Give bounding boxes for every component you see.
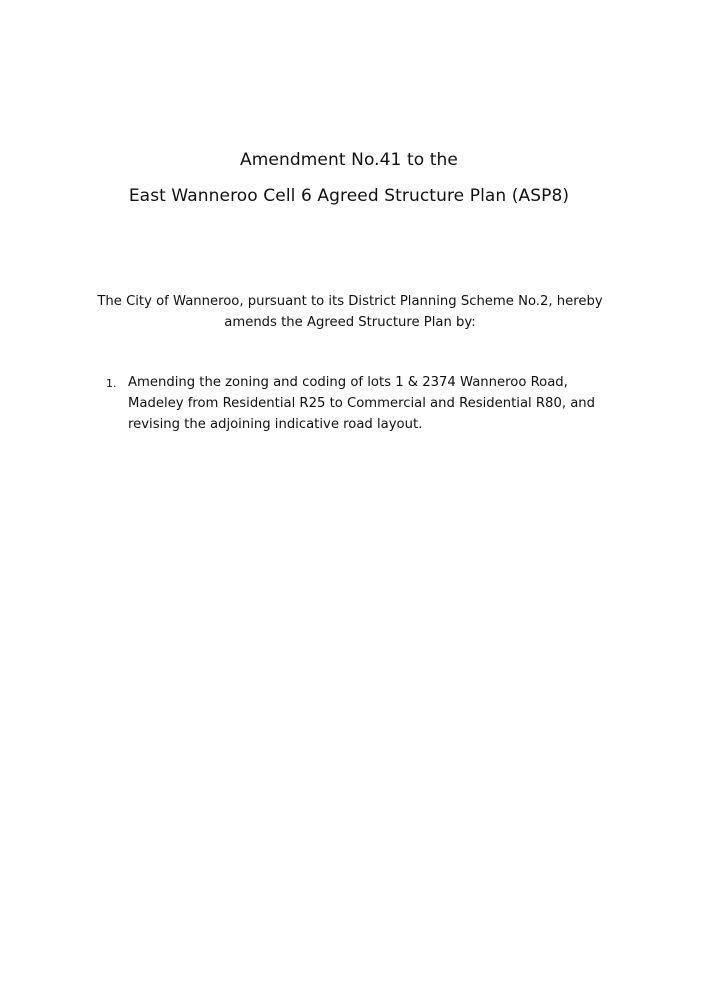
amendment-list — [103, 372, 623, 435]
list-item — [103, 372, 623, 435]
document-title-line-1: Amendment No.41 to the — [240, 150, 458, 170]
document-title-line-2: East Wanneroo Cell 6 Agreed Structure Plan (ASP8) — [128, 186, 570, 206]
list-item-number: 1. — [106, 377, 117, 390]
intro-paragraph: The City of Wanneroo, pursuant to its District Planning Scheme No.2, hereby amends the Agreed Structure Plan by: — [97, 294, 603, 330]
list-item-text: Amending the zoning and coding of lots 1 & 2374 Wanneroo Road, Madeley from Residential R25 to Commercial and Residential R80, and revising the adjoining indicative road layout. — [128, 375, 596, 432]
